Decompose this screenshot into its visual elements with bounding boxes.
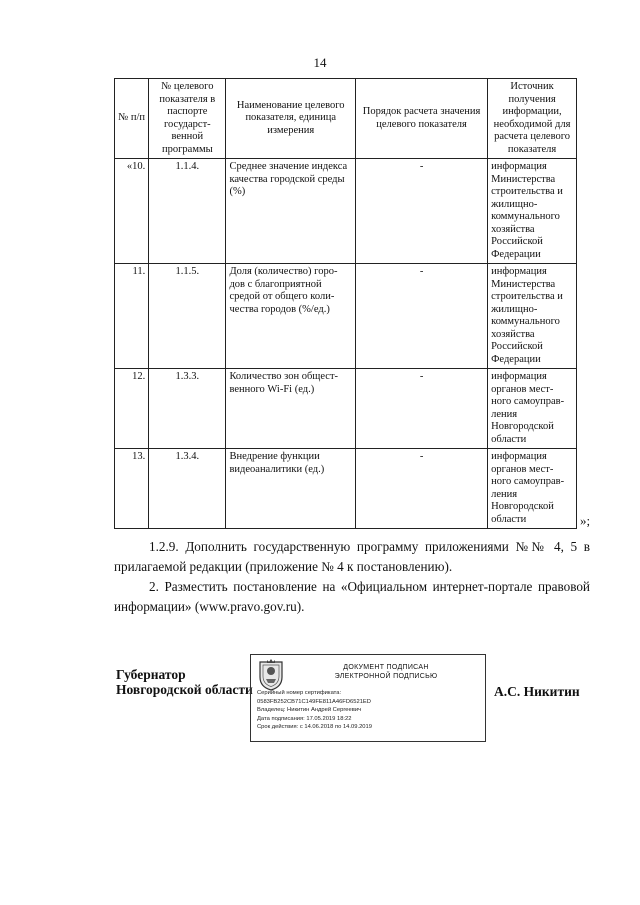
row-source: информация органов мест-ного самоуправ-ления Новгородской области xyxy=(488,369,577,449)
row-calc: - xyxy=(356,264,488,369)
stamp-title-line1: ДОКУМЕНТ ПОДПИСАН xyxy=(343,664,429,671)
row-calc: - xyxy=(356,369,488,449)
row-name: Доля (количество) горо-дов с благоприятной средой от общего коли-чества городов (%/ед.) xyxy=(226,264,356,369)
signatory-name: А.С. Никитин xyxy=(494,684,580,699)
position-title: Губернатор xyxy=(116,667,186,682)
header-code: № целевого показателя в паспорте государст-венной программы xyxy=(149,79,226,159)
table-row xyxy=(115,264,577,369)
table-header-row xyxy=(115,79,577,159)
paragraph-publication: 2. Разместить постановление на «Официальном интернет-портале правовой информации» (www.pravo.gov.ru). xyxy=(114,579,590,614)
row-source: информация Министерства строительства и жилищно-коммунального хозяйства Российской Федерации xyxy=(488,264,577,369)
row-name: Количество зон общест-венного Wi-Fi (ед.) xyxy=(226,369,356,449)
row-source: информация Министерства строительства и жилищно-коммунального хозяйства Российской Федерации xyxy=(488,159,577,264)
signed-date: Дата подписания: 17.05.2019 18:22 xyxy=(257,715,352,722)
row-calc: - xyxy=(356,159,488,264)
row-code: 1.1.4. xyxy=(149,159,226,264)
body-text xyxy=(114,537,590,617)
row-calc: - xyxy=(356,449,488,529)
cert-owner: Владелец: Никитин Андрей Сергеевич xyxy=(257,707,362,714)
stamp-details xyxy=(257,689,372,732)
row-num: 13. xyxy=(115,449,149,529)
table-closing-quote: »; xyxy=(580,513,591,528)
position-region: Новгородской области xyxy=(116,682,253,697)
table-row xyxy=(115,159,577,264)
header-source: Источник получения информации, необходимой для расчета целевого показателя xyxy=(488,79,577,159)
coat-of-arms-icon xyxy=(256,658,286,692)
row-num: «10. xyxy=(115,159,149,264)
cert-label: Серийный номер сертификата: xyxy=(257,690,342,696)
page-number: 14 xyxy=(313,55,327,70)
row-num: 11. xyxy=(115,264,149,369)
signatory-position xyxy=(116,667,253,697)
row-code: 1.1.5. xyxy=(149,264,226,369)
cert-validity: Срок действия: с 14.06.2018 по 14.09.2019 xyxy=(257,724,372,731)
table-row xyxy=(115,449,577,529)
row-name: Внедрение функции видеоаналитики (ед.) xyxy=(226,449,356,529)
header-calc: Порядок расчета значения целевого показателя xyxy=(356,79,488,159)
table-row xyxy=(115,369,577,449)
row-num: 12. xyxy=(115,369,149,449)
stamp-title-line2: ЭЛЕКТРОННОЙ ПОДПИСЬЮ xyxy=(334,673,438,680)
row-source: информация органов мест-ного самоуправ-ления Новгородской области xyxy=(488,449,577,529)
cert-number: 0583FB252CB71C149FE811A46FD6521ED xyxy=(257,698,371,705)
row-code: 1.3.3. xyxy=(149,369,226,449)
header-num: № п/п xyxy=(115,79,149,159)
row-name: Среднее значение индекса качества городской среды (%) xyxy=(226,159,356,264)
header-name: Наименование целевого показателя, единица измерения xyxy=(226,79,356,159)
e-signature-stamp xyxy=(250,654,486,742)
paragraph-amendment: 1.2.9. Дополнить государственную программу приложениями №№ 4, 5 в прилагаемой редакции (приложение № 4 к постановлению). xyxy=(114,539,590,574)
stamp-title xyxy=(291,663,481,681)
row-code: 1.3.4. xyxy=(149,449,226,529)
indicators-table xyxy=(114,78,577,529)
